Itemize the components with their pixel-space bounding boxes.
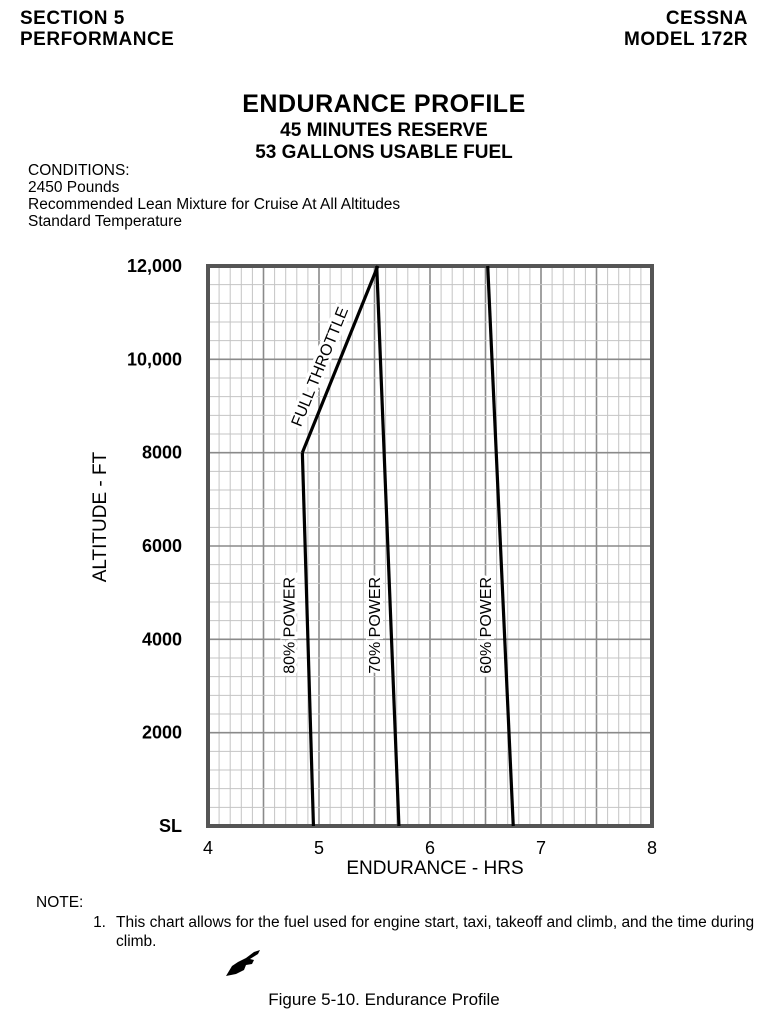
x-tick-label: 5 — [313, 838, 325, 858]
chart-subtitle-fuel: 53 GALLONS USABLE FUEL — [255, 142, 513, 163]
y-tick-labels — [127, 256, 182, 836]
pointing-hand-icon — [224, 948, 264, 980]
model-label: MODEL 172R — [624, 29, 748, 50]
x-axis-label: ENDURANCE - HRS — [346, 858, 524, 879]
chart-subtitle-reserve: 45 MINUTES RESERVE — [280, 120, 488, 141]
x-tick-labels — [203, 838, 657, 858]
note-block — [36, 893, 756, 951]
series-label: 70% POWER — [367, 576, 385, 674]
condition-line: Recommended Lean Mixture for Cruise At All Altitudes — [28, 196, 401, 213]
manufacturer-label: CESSNA — [665, 8, 748, 29]
y-axis-label: ALTITUDE - FT — [90, 451, 111, 583]
figure-caption: Figure 5-10. Endurance Profile — [268, 990, 500, 1009]
condition-line: Standard Temperature — [28, 213, 182, 230]
note-number: 1. — [93, 914, 106, 931]
condition-line: 2450 Pounds — [28, 179, 120, 196]
y-tick-label: 6000 — [141, 536, 182, 556]
y-tick-label: 4000 — [141, 629, 182, 650]
y-tick-label: SL — [158, 816, 182, 836]
x-tick-label: 7 — [535, 838, 547, 858]
section-label: SECTION 5 — [20, 8, 125, 29]
y-tick-label: 10,000 — [126, 349, 182, 370]
y-tick-label: 8000 — [141, 442, 182, 463]
note-heading: NOTE: — [36, 894, 84, 911]
chart-title: ENDURANCE PROFILE — [242, 90, 526, 118]
conditions-heading: CONDITIONS: — [28, 162, 130, 179]
series-label: FULL THROTTLE — [288, 304, 353, 430]
section-name: PERFORMANCE — [20, 29, 175, 50]
x-tick-label: 6 — [424, 838, 436, 858]
chart-grid — [208, 266, 652, 826]
y-tick-label: 12,000 — [126, 256, 182, 276]
x-tick-label: 8 — [646, 838, 658, 858]
y-tick-label: 2000 — [141, 722, 182, 743]
series-label: 60% POWER — [478, 576, 496, 674]
note-text: This chart allows for the fuel used for engine start, taxi, takeoff and climb, and the time during climb. — [116, 914, 755, 950]
x-tick-label: 4 — [202, 838, 214, 858]
series-label: 80% POWER — [281, 576, 299, 674]
